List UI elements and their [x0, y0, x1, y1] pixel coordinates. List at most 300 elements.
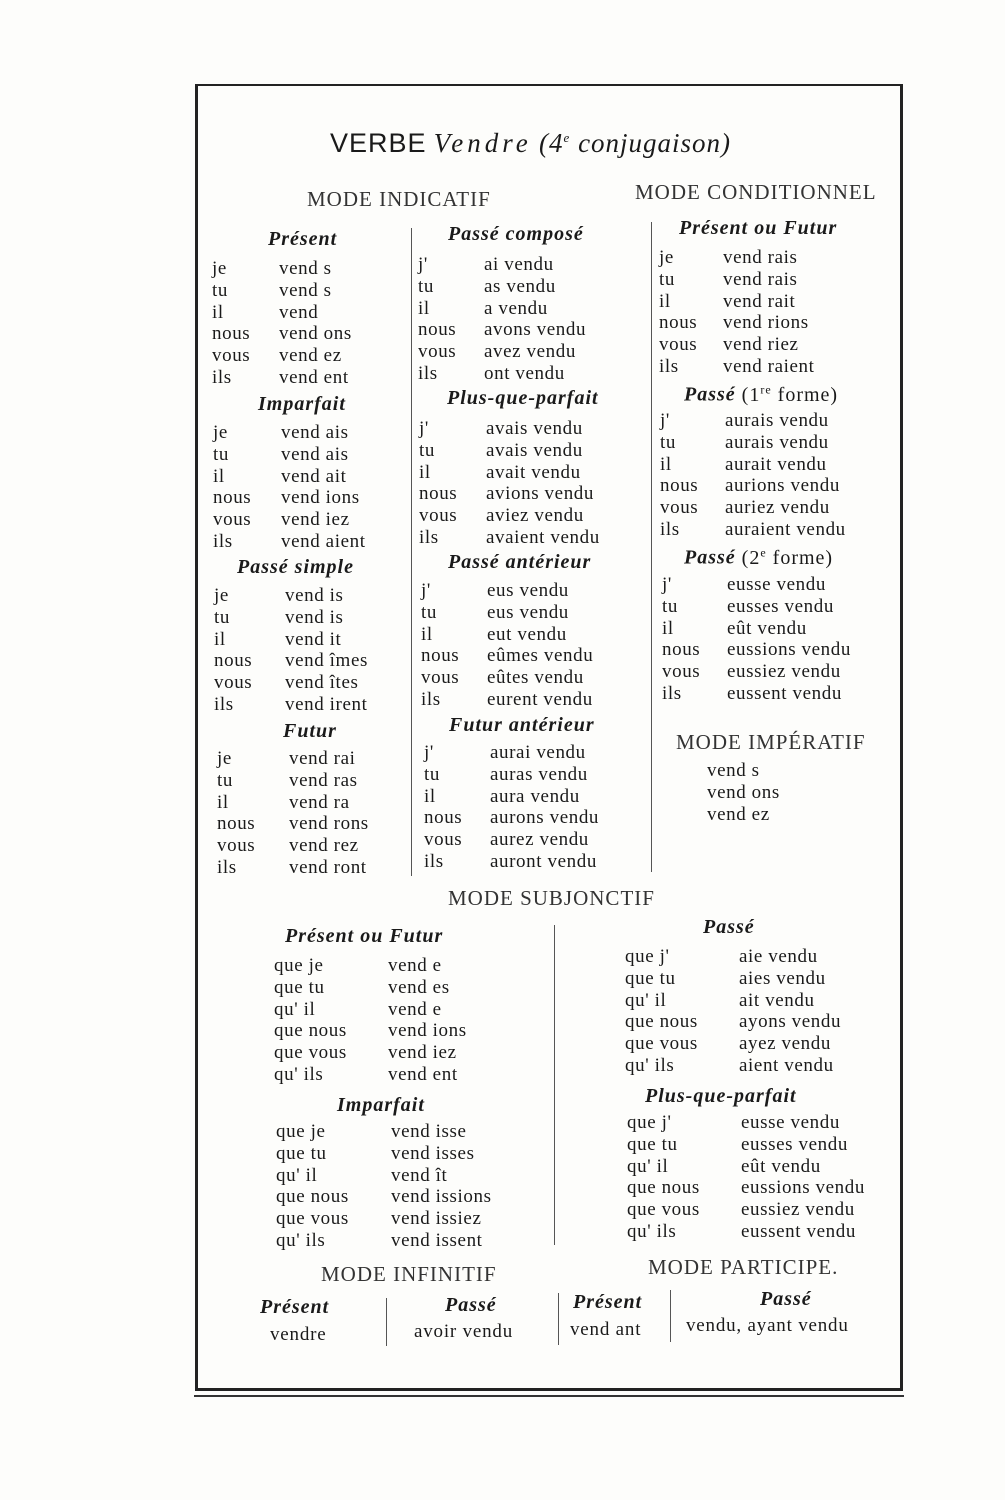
pronoun: tu — [214, 606, 230, 628]
verb-form: eurent vendu — [487, 688, 593, 710]
title-verb: Vendre — [433, 128, 532, 158]
pronoun: vous — [424, 829, 463, 851]
pronoun: ils — [217, 856, 237, 878]
form-number: (2 — [741, 546, 761, 569]
pronoun: vous — [213, 509, 252, 531]
verb-form: ayons vendu — [739, 1011, 842, 1033]
conjugation-row — [217, 792, 369, 814]
verb-form: vend is — [285, 585, 344, 606]
tense-title: Imparfait — [258, 393, 346, 415]
tense-title: Présent ou Futur — [285, 925, 444, 947]
title-rest: (4 — [539, 128, 564, 158]
pronoun: je — [212, 258, 227, 279]
verb-form: vend raient — [723, 355, 815, 377]
mode-imperatif-label: MODE IMPÉRATIF — [676, 730, 866, 754]
verb-form: aurais vendu — [725, 410, 829, 431]
mode-infinitif-label: MODE INFINITIF — [321, 1262, 497, 1286]
verb-form: vend issent — [391, 1229, 483, 1251]
verb-form: aurez vendu — [490, 829, 589, 851]
conjugation-row — [214, 694, 368, 716]
verb-form: eussiez vendu — [727, 661, 841, 683]
verb-form: vend s — [279, 258, 332, 279]
conjugation-row — [627, 1112, 865, 1134]
conj-list — [625, 946, 841, 1077]
conjugation-row — [418, 276, 586, 298]
conj-list — [421, 580, 593, 711]
pronoun: qu' il — [276, 1164, 318, 1186]
verb-form: eus vendu — [487, 601, 569, 623]
pronoun: ils — [659, 355, 679, 377]
pronoun: il — [424, 785, 436, 807]
pronoun: tu — [662, 595, 678, 617]
column-divider — [651, 222, 652, 872]
tense-title: Passé composé — [448, 223, 584, 245]
pronoun: j' — [418, 254, 428, 275]
conjugation-row — [659, 312, 815, 334]
verb-form: eussiez vendu — [741, 1199, 855, 1221]
conjugation-row — [419, 483, 600, 505]
conjugation-row — [659, 356, 815, 378]
pronoun: ils — [660, 518, 680, 540]
conjugation-row — [276, 1208, 492, 1230]
pronoun: que je — [274, 955, 324, 976]
conjugation-row — [625, 968, 841, 990]
conjugation-row — [214, 650, 368, 672]
conjugation-row — [274, 977, 467, 999]
pronoun: qu' il — [627, 1155, 669, 1177]
conjugation-row — [659, 269, 815, 291]
tense-title: Passé simple — [237, 556, 354, 578]
conjugation-row — [418, 319, 586, 341]
conjugation-row — [213, 509, 366, 531]
verb-form: vend ez — [279, 345, 342, 367]
verb-form: vend rais — [723, 268, 798, 290]
pronoun: vous — [659, 334, 698, 356]
verb-form: vend ent — [388, 1063, 458, 1085]
conjugation-row — [421, 624, 593, 646]
conjugation-row — [625, 946, 841, 968]
conjugation-row — [217, 770, 369, 792]
verb-form: vend ront — [289, 856, 367, 878]
infinitif-passe: avoir vendu — [414, 1321, 514, 1342]
tense-title: Futur antérieur — [449, 714, 595, 736]
conj-list — [659, 247, 815, 378]
conjugation-row — [276, 1121, 492, 1143]
pronoun: que j' — [627, 1112, 672, 1133]
verb-form: vend rais — [723, 247, 798, 268]
tense-title: Passé — [703, 916, 755, 938]
pronoun: que nous — [274, 1020, 347, 1042]
verb-form: vend ons — [279, 323, 352, 345]
conjugation-row — [419, 418, 600, 440]
pronoun: que nous — [276, 1186, 349, 1208]
pronoun: qu' ils — [274, 1063, 324, 1085]
conj-list — [276, 1121, 492, 1252]
imperatif-form: vend ez — [707, 803, 770, 825]
pronoun: nous — [659, 312, 698, 334]
pronoun: ils — [419, 526, 439, 548]
verb-form: eussent vendu — [727, 682, 842, 704]
mode-indicatif-label: MODE INDICATIF — [307, 187, 491, 211]
imperatif-list — [707, 760, 780, 825]
conjugation-row — [213, 444, 366, 466]
conjugation-row — [627, 1134, 865, 1156]
imperatif-form: vend s — [707, 760, 760, 781]
verb-form: aies vendu — [739, 967, 826, 989]
pronoun: tu — [212, 279, 228, 301]
conjugation-row — [213, 487, 366, 509]
conjugation-row — [660, 410, 846, 432]
conjugation-row — [662, 639, 851, 661]
pronoun: que nous — [625, 1011, 698, 1033]
pronoun: tu — [659, 268, 675, 290]
verb-form: vend isse — [391, 1121, 467, 1142]
title-suffix: conjugaison) — [570, 128, 732, 158]
verb-form: vend ît — [391, 1164, 448, 1186]
verb-form: ont vendu — [484, 362, 565, 384]
conj-list — [662, 574, 851, 705]
conj-list — [627, 1112, 865, 1243]
verb-form: eussent vendu — [741, 1220, 856, 1242]
verb-form: aie vendu — [739, 946, 818, 967]
pronoun: tu — [419, 439, 435, 461]
pronoun: ils — [662, 682, 682, 704]
form-sup: re — [760, 382, 772, 396]
verb-form: vend iez — [388, 1042, 457, 1064]
conj-list — [274, 955, 467, 1086]
verb-form: vend iez — [281, 509, 350, 531]
pronoun: qu' ils — [627, 1220, 677, 1242]
conjugation-row — [213, 531, 366, 553]
verb-form: eût vendu — [727, 617, 807, 639]
conj-list — [214, 585, 368, 716]
verb-form: avez vendu — [484, 341, 576, 363]
column-divider — [386, 1298, 387, 1346]
conjugation-row — [217, 857, 369, 879]
pronoun: nous — [662, 639, 701, 661]
verb-form: aura vendu — [490, 785, 580, 807]
conjugation-row — [625, 990, 841, 1012]
conjugation-row — [276, 1165, 492, 1187]
conjugation-row — [627, 1221, 865, 1243]
verb-form: vend ions — [388, 1020, 467, 1042]
conjugation-row — [627, 1156, 865, 1178]
column-divider — [411, 228, 412, 876]
pronoun: il — [421, 623, 433, 645]
pronoun: que je — [276, 1121, 326, 1142]
conjugation-row — [659, 291, 815, 313]
tense-title: Présent — [268, 228, 338, 250]
verb-form: vend îmes — [285, 650, 368, 672]
pronoun: j' — [419, 418, 429, 439]
pronoun: ils — [421, 688, 441, 710]
conjugation-row — [274, 955, 467, 977]
verb-form: vend it — [285, 628, 342, 650]
infinitif-present: vendre — [270, 1324, 327, 1345]
verb-form: vend is — [285, 606, 344, 628]
conjugation-row — [662, 618, 851, 640]
conjugation-row — [424, 851, 599, 873]
conjugation-row — [214, 585, 368, 607]
pronoun: vous — [418, 341, 457, 363]
verb-form: eut vendu — [487, 623, 567, 645]
conjugation-row — [418, 298, 586, 320]
verb-form: aurais vendu — [725, 431, 829, 453]
pronoun: vous — [214, 672, 253, 694]
conjugation-row — [625, 1055, 841, 1077]
pronoun: il — [662, 617, 674, 639]
conjugation-row — [662, 574, 851, 596]
pronoun: tu — [217, 769, 233, 791]
conjugation-row — [627, 1199, 865, 1221]
pronoun: j' — [660, 410, 670, 431]
verb-form: ait vendu — [739, 989, 815, 1011]
pronoun: nous — [421, 645, 460, 667]
conjugation-row — [212, 345, 352, 367]
conjugation-row — [660, 497, 846, 519]
verb-form: aient vendu — [739, 1054, 834, 1076]
title-prefix: VERBE — [330, 128, 427, 158]
pronoun: il — [217, 791, 229, 813]
conjugation-row — [421, 645, 593, 667]
conjugation-row — [418, 363, 586, 385]
conjugation-row — [659, 247, 815, 269]
conjugation-row — [424, 829, 599, 851]
verb-form: vend irent — [285, 693, 368, 715]
pronoun: tu — [213, 443, 229, 465]
verb-form: vend îtes — [285, 672, 359, 694]
pronoun: j' — [424, 742, 434, 763]
conjugation-row — [424, 742, 599, 764]
infinitif-present-title: Présent — [260, 1296, 330, 1318]
mode-participe-label: MODE PARTICIPE. — [648, 1255, 839, 1279]
verb-form: vend ais — [281, 443, 349, 465]
pronoun: que tu — [627, 1133, 678, 1155]
column-divider — [670, 1290, 671, 1342]
conjugation-row — [217, 835, 369, 857]
verb-form: avais vendu — [486, 418, 583, 439]
pronoun: que vous — [625, 1033, 698, 1055]
pronoun: que tu — [276, 1142, 327, 1164]
column-divider — [554, 925, 555, 1245]
conjugation-row — [276, 1186, 492, 1208]
verb-form: auraient vendu — [725, 518, 846, 540]
verb-form: as vendu — [484, 275, 556, 297]
verb-form: auriez vendu — [725, 497, 830, 519]
verb-form: vend rions — [723, 312, 809, 334]
pronoun: nous — [217, 813, 256, 835]
verb-form: aurait vendu — [725, 453, 827, 475]
mode-subjonctif-label: MODE SUBJONCTIF — [448, 886, 655, 910]
conjugation-row — [660, 475, 846, 497]
conjugation-row — [274, 1020, 467, 1042]
verb-form: eûtes vendu — [487, 667, 584, 689]
pronoun: il — [214, 628, 226, 650]
pronoun: j' — [662, 574, 672, 595]
conjugation-row — [660, 454, 846, 476]
tense-title: Passé antérieur — [448, 551, 592, 573]
tense-title: Imparfait — [337, 1094, 425, 1116]
conjugation-row — [217, 748, 369, 770]
verb-form: vend rai — [289, 748, 356, 769]
conjugation-row — [659, 334, 815, 356]
conj-list — [660, 410, 846, 541]
verb-form: eusse vendu — [727, 574, 826, 595]
pronoun: il — [659, 290, 671, 312]
conj-list — [424, 742, 599, 873]
pronoun: tu — [418, 275, 434, 297]
conjugation-row — [662, 596, 851, 618]
verb-form: vend riez — [723, 334, 799, 356]
verb-form: vend rons — [289, 813, 369, 835]
verb-form: vend e — [388, 955, 442, 976]
pronoun: nous — [214, 650, 253, 672]
pronoun: tu — [660, 431, 676, 453]
verb-form: vend issions — [391, 1186, 492, 1208]
verb-form: vend ent — [279, 366, 349, 388]
pronoun: nous — [424, 807, 463, 829]
verb-form: vend rait — [723, 290, 796, 312]
verb-form: vend rez — [289, 835, 359, 857]
pronoun: que tu — [625, 967, 676, 989]
conjugation-row — [274, 1042, 467, 1064]
form-sup: e — [760, 545, 767, 559]
verb-form: eûmes vendu — [487, 645, 594, 667]
verb-form: vend isses — [391, 1142, 475, 1164]
pronoun: j' — [421, 580, 431, 601]
conjugation-row — [419, 462, 600, 484]
pronoun: qu' il — [274, 998, 316, 1020]
pronoun: il — [660, 453, 672, 475]
participe-passe: vendu, ayant vendu — [686, 1315, 849, 1336]
pronoun: vous — [660, 497, 699, 519]
conjugation-row — [418, 254, 586, 276]
pronoun: tu — [424, 763, 440, 785]
pronoun: vous — [212, 345, 251, 367]
title-sup: e — [563, 130, 571, 145]
conjugation-row — [625, 1011, 841, 1033]
conjugation-row — [212, 323, 352, 345]
participe-present-title: Présent — [573, 1291, 643, 1313]
verb-form: vend ait — [281, 465, 347, 487]
tense-title: Plus-que-parfait — [645, 1085, 797, 1107]
conjugation-row — [662, 683, 851, 705]
conjugation-row — [418, 341, 586, 363]
conjugation-row — [212, 280, 352, 302]
conjugation-row — [217, 813, 369, 835]
verb-form: vend e — [388, 998, 442, 1020]
conj-list — [212, 258, 352, 389]
pronoun: je — [659, 247, 674, 268]
verb-form: vend es — [388, 976, 450, 998]
verb-form: vend ras — [289, 769, 358, 791]
pronoun: que nous — [627, 1177, 700, 1199]
conjugation-row — [274, 1064, 467, 1086]
conj-list — [419, 418, 600, 549]
form-number: (1 — [741, 383, 761, 406]
verb-form: avons vendu — [484, 319, 587, 341]
conjugation-row — [662, 661, 851, 683]
pronoun: qu' ils — [276, 1229, 326, 1251]
pronoun: je — [217, 748, 232, 769]
verb-form: vend ais — [281, 422, 349, 443]
conjugation-row — [212, 367, 352, 389]
pronoun: que vous — [627, 1199, 700, 1221]
verb-form: aviez vendu — [486, 505, 584, 527]
conjugation-row — [276, 1230, 492, 1252]
participe-passe-title: Passé — [760, 1288, 812, 1310]
verb-form: vend s — [279, 279, 332, 301]
verb-form: auras vendu — [490, 763, 588, 785]
verb-form: eusses vendu — [741, 1133, 848, 1155]
participe-present: vend ant — [570, 1319, 642, 1340]
conjugation-row — [421, 580, 593, 602]
verb-form: eus vendu — [487, 580, 569, 601]
conj-list — [213, 422, 366, 553]
pronoun: ils — [212, 366, 232, 388]
infinitif-passe-title: Passé — [445, 1294, 497, 1316]
pronoun: nous — [418, 319, 457, 341]
conjugation-row — [625, 1033, 841, 1055]
conjugation-row — [421, 667, 593, 689]
conjugation-row — [212, 258, 352, 280]
tense-title-text: Passé — [684, 383, 736, 406]
tense-title: Plus-que-parfait — [447, 387, 599, 409]
pronoun: nous — [419, 483, 458, 505]
conjugation-row — [214, 672, 368, 694]
imperatif-form: vend ons — [707, 781, 780, 803]
verb-form: auront vendu — [490, 850, 597, 872]
conjugation-row — [212, 302, 352, 324]
verb-form: avais vendu — [486, 439, 583, 461]
conjugation-row — [421, 602, 593, 624]
pronoun: nous — [212, 323, 251, 345]
conjugation-row — [421, 689, 593, 711]
pronoun: tu — [421, 601, 437, 623]
pronoun: nous — [213, 487, 252, 509]
verb-form: eussions vendu — [727, 639, 851, 661]
verb-form: eusses vendu — [727, 595, 834, 617]
verb-form: a vendu — [484, 297, 548, 319]
pronoun: que tu — [274, 976, 325, 998]
conjugation-row — [419, 505, 600, 527]
pronoun: ils — [213, 530, 233, 552]
conjugation-row — [419, 527, 600, 549]
verb-form: vend — [279, 301, 319, 323]
pronoun: il — [418, 297, 430, 319]
conjugation-row — [213, 466, 366, 488]
verb-form: eusse vendu — [741, 1112, 840, 1133]
conj-list — [217, 748, 369, 879]
page-title — [330, 128, 731, 159]
verb-form: vend ra — [289, 791, 350, 813]
tense-title-text: Passé — [684, 546, 736, 569]
verb-form: eussions vendu — [741, 1177, 865, 1199]
verb-form: ayez vendu — [739, 1033, 831, 1055]
conjugation-row — [424, 786, 599, 808]
pronoun: vous — [217, 835, 256, 857]
verb-form: aurons vendu — [490, 807, 600, 829]
conjugation-row — [276, 1143, 492, 1165]
verb-form: vend ions — [281, 487, 360, 509]
pronoun: je — [213, 422, 228, 443]
pronoun: qu' ils — [625, 1054, 675, 1076]
conjugation-row — [424, 807, 599, 829]
pronoun: vous — [419, 505, 458, 527]
conjugation-row — [660, 519, 846, 541]
conjugation-row — [214, 629, 368, 651]
column-divider — [558, 1293, 559, 1345]
